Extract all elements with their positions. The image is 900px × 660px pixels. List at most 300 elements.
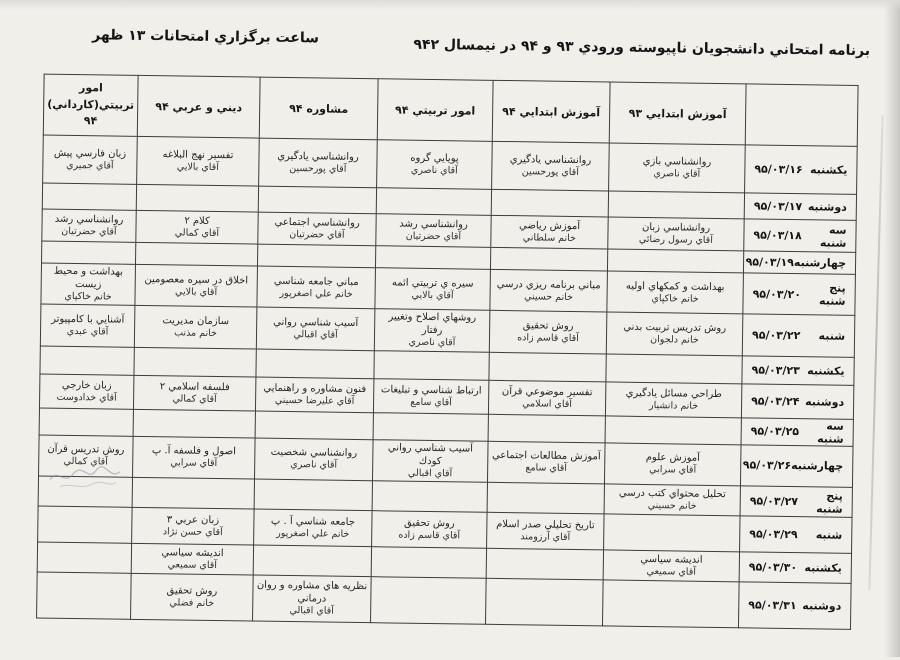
day-date-cell bbox=[741, 384, 853, 420]
exam-cell-omur94 bbox=[372, 439, 488, 482]
course-name: روانشناسي رشد bbox=[399, 218, 468, 231]
day-date-wrap bbox=[745, 199, 856, 214]
exam-cell-ebtedaii94 bbox=[487, 482, 604, 514]
teacher-name: آقاي سميعي bbox=[167, 559, 218, 571]
teacher-name: آقاي عبدي bbox=[66, 325, 109, 338]
day-date-wrap bbox=[742, 394, 853, 409]
exam-cell-moshavere94 bbox=[255, 377, 373, 413]
teacher-name: خانم علي اصغرپور bbox=[279, 287, 353, 300]
day-name: دوشنبه bbox=[805, 394, 845, 409]
teacher-name: آقاي رسول رضائي bbox=[638, 233, 713, 246]
teacher-name bbox=[256, 560, 369, 562]
exam-cell-dini94 bbox=[133, 409, 255, 438]
exam-cell-omur94 bbox=[372, 511, 487, 549]
teacher-name bbox=[260, 255, 373, 257]
course-name: بهداشت و محيط زيست bbox=[53, 265, 124, 291]
exam-date: ۹۵/۰۳/۱۶ bbox=[754, 162, 803, 177]
exam-cell-moshavere94 bbox=[254, 479, 372, 511]
exam-cell-ebtedaii93 bbox=[604, 514, 740, 552]
exam-cell-omur94 bbox=[374, 309, 490, 352]
exam-cell-kardani94 bbox=[37, 542, 131, 573]
exam-cell-kardani94 bbox=[39, 408, 133, 436]
teacher-name bbox=[138, 253, 255, 255]
course-name: روانشناسي بازي bbox=[642, 155, 712, 168]
teacher-name bbox=[259, 363, 372, 365]
teacher-name bbox=[139, 197, 256, 199]
exam-date: ۹۵/۰۳/۲۳ bbox=[751, 363, 800, 377]
course-name bbox=[608, 429, 739, 431]
course-name: روانشناسي اجتماعي bbox=[274, 216, 360, 229]
exam-time-note: ساعت برگزاري امتحانات ۱۳ ظهر bbox=[92, 27, 320, 47]
exam-cell-moshavere94 bbox=[257, 244, 375, 268]
teacher-name bbox=[494, 202, 606, 204]
exam-cell-kardani94 bbox=[43, 135, 138, 184]
exam-cell-ebtedaii94 bbox=[488, 414, 605, 443]
course-name: تفسير موضوعي قرآن bbox=[501, 385, 593, 398]
exam-cell-ebtedaii94 bbox=[492, 141, 610, 191]
header-moshavere94: مشاوره ۹۴ bbox=[259, 77, 378, 140]
teacher-name: خانم حسيني bbox=[647, 499, 697, 512]
course-name: جامعه شناسي آ . پ bbox=[270, 515, 355, 528]
teacher-name: آقاي اقبالي bbox=[407, 467, 453, 479]
teacher-name: آقاي سامع bbox=[410, 396, 452, 408]
day-date-cell bbox=[744, 193, 856, 221]
course-name bbox=[260, 255, 373, 257]
exam-cell-dini94 bbox=[133, 375, 255, 411]
schedule-body bbox=[37, 135, 858, 629]
exam-cell-ebtedaii94 bbox=[488, 380, 605, 416]
exam-cell-omur94 bbox=[375, 246, 490, 270]
exam-cell-omur94 bbox=[371, 577, 487, 625]
course-name bbox=[488, 601, 600, 603]
teacher-name: آقاي حسن نژاد bbox=[162, 526, 223, 538]
exam-cell-kardani94 bbox=[38, 506, 132, 543]
exam-cell-kardani94 bbox=[41, 263, 136, 306]
exam-cell-ebtedaii93 bbox=[608, 217, 744, 251]
exam-cell-omur94 bbox=[375, 268, 491, 311]
teacher-name: آقاي اسلامي bbox=[522, 397, 573, 410]
day-date-cell bbox=[745, 145, 858, 195]
teacher-name bbox=[605, 603, 736, 605]
teacher-name: خانم مذنب bbox=[174, 327, 218, 339]
day-name: شنبه bbox=[818, 329, 846, 343]
exam-cell-ebtedaii94 bbox=[487, 512, 604, 550]
exam-cell-ebtedaii93 bbox=[604, 484, 740, 516]
teacher-name bbox=[492, 366, 604, 368]
header-kardani94-line1: امور تربيتي(كارداني) bbox=[47, 81, 135, 112]
exam-cell-moshavere94 bbox=[255, 411, 373, 440]
day-date-cell bbox=[742, 314, 855, 357]
teacher-name: خانم خاكپاي bbox=[64, 290, 112, 303]
course-name bbox=[41, 491, 130, 492]
day-date-wrap bbox=[744, 222, 855, 250]
day-date-cell bbox=[740, 445, 853, 488]
teacher-name: خانم علي اصغرپور bbox=[276, 527, 350, 540]
exam-date: ۹۵/۰۳/۲۹ bbox=[749, 527, 798, 542]
course-name bbox=[43, 360, 132, 361]
exam-cell-dini94 bbox=[135, 242, 257, 266]
teacher-name: آقاي حضرتيان bbox=[289, 228, 345, 241]
teacher-name bbox=[261, 199, 374, 201]
exam-cell-ebtedaii94 bbox=[490, 247, 607, 271]
course-name bbox=[609, 368, 740, 370]
day-date-wrap bbox=[741, 459, 852, 474]
course-name: آسيب شناسي رواني bbox=[273, 316, 359, 329]
teacher-name bbox=[606, 532, 737, 534]
teacher-name: خانم دانشيار bbox=[648, 399, 699, 412]
course-name: روش تدريس تربيت بدني bbox=[623, 321, 727, 334]
exam-date: ۹۵/۰۳/۱۹ bbox=[745, 255, 795, 270]
course-name bbox=[377, 364, 487, 366]
exam-date: ۹۵/۰۳/۲۵ bbox=[750, 424, 800, 439]
teacher-name: آقاي بالايي bbox=[175, 285, 218, 298]
exam-cell-moshavere94 bbox=[256, 349, 374, 379]
exam-cell-dini94 bbox=[136, 210, 258, 244]
course-name bbox=[373, 600, 483, 602]
course-name: تحليل محتواي كتب درسي bbox=[618, 487, 726, 500]
course-name bbox=[45, 196, 134, 197]
day-date-cell bbox=[743, 251, 855, 275]
course-name bbox=[44, 252, 133, 253]
header-dini94: ديني و عربي ۹۴ bbox=[137, 75, 260, 138]
day-date-wrap bbox=[740, 527, 851, 542]
exam-cell-dini94 bbox=[135, 264, 258, 307]
teacher-name: آقاي حضرتيان bbox=[61, 225, 117, 238]
course-name: آشنايي با كامپيوتر bbox=[51, 313, 125, 326]
exam-cell-moshavere94 bbox=[253, 575, 372, 623]
course-name bbox=[379, 201, 489, 203]
day-date-wrap bbox=[743, 281, 854, 309]
header-omur94: امور تربيتي ۹۴ bbox=[377, 79, 493, 142]
teacher-name bbox=[44, 252, 133, 253]
course-name: روشهاي اصلاح وتغيير رفتار bbox=[388, 311, 477, 337]
teacher-name: آقاي سرابي bbox=[649, 464, 697, 476]
exam-cell-omur94 bbox=[376, 214, 491, 248]
exam-cell-omur94 bbox=[374, 350, 489, 380]
teacher-name: آقاي ناصري bbox=[410, 164, 458, 177]
teacher-name bbox=[40, 557, 129, 558]
course-name: اخلاق در سيره معصومين bbox=[144, 273, 249, 286]
course-name: پويايي گروه bbox=[410, 152, 459, 165]
exam-cell-omur94 bbox=[373, 378, 488, 414]
day-name: سه شنبه bbox=[817, 419, 844, 446]
teacher-name bbox=[379, 201, 489, 203]
day-name: دوشنبه bbox=[802, 599, 842, 613]
course-name: روش تحقيق bbox=[522, 320, 574, 332]
course-name: روش تحقيق bbox=[166, 585, 218, 597]
exam-date: ۹۵/۰۳/۲۴ bbox=[751, 394, 800, 408]
exam-cell-ebtedaii93 bbox=[607, 271, 744, 314]
teacher-name bbox=[137, 361, 254, 363]
teacher-name bbox=[375, 496, 485, 498]
course-name: روانشناسي شخصيت bbox=[270, 446, 358, 460]
day-date-wrap bbox=[740, 560, 851, 575]
course-name: روانشناسي يادگيري bbox=[277, 150, 359, 163]
exam-cell-ebtedaii93 bbox=[602, 580, 739, 628]
course-name bbox=[493, 258, 605, 260]
exam-cell-kardani94 bbox=[42, 209, 136, 242]
teacher-name bbox=[493, 258, 605, 260]
course-name: كلام ۲ bbox=[184, 215, 210, 227]
course-name: مباني برنامه ريزي درسي bbox=[496, 278, 601, 291]
course-name bbox=[611, 204, 742, 206]
course-name: نظريه هاي مشاوره و روان درماني bbox=[256, 579, 368, 605]
day-date-cell bbox=[740, 486, 852, 518]
day-date-wrap bbox=[739, 598, 850, 613]
teacher-name: آقاي پورحسين bbox=[521, 166, 579, 178]
exam-cell-omur94 bbox=[373, 412, 488, 441]
teacher-name: آقاي ناصري bbox=[653, 167, 701, 180]
course-name: اصول و فلسفه آ. پ bbox=[151, 445, 236, 458]
teacher-name: آقاي آرزومند bbox=[520, 531, 571, 543]
exam-cell-omur94 bbox=[371, 547, 486, 579]
exam-cell-ebtedaii93 bbox=[607, 249, 743, 273]
teacher-name: آقاي سميعي bbox=[646, 565, 696, 578]
course-name bbox=[491, 428, 603, 430]
course-name: فلسفه اسلامي ۲ bbox=[159, 380, 230, 393]
header-ebtedaii94: آموزش ابتدايي ۹۴ bbox=[492, 80, 610, 143]
teacher-name bbox=[39, 595, 128, 596]
course-name: تاريخ تحليلي صدر اسلام bbox=[496, 518, 595, 532]
course-name bbox=[40, 557, 129, 558]
teacher-name bbox=[43, 360, 132, 361]
teacher-name: آقاي بالايي bbox=[411, 289, 454, 301]
course-name: روانشناسي زبان bbox=[641, 221, 711, 234]
course-name bbox=[135, 492, 252, 494]
day-date-wrap bbox=[741, 488, 852, 516]
exam-cell-dini94 bbox=[132, 477, 254, 509]
exam-cell-kardani94 bbox=[39, 374, 133, 409]
course-name: زبان فارسي پيش bbox=[53, 147, 127, 160]
teacher-name bbox=[40, 524, 129, 525]
course-name: انديشه سياسي bbox=[161, 547, 224, 559]
exam-cell-ebtedaii93 bbox=[605, 416, 741, 445]
header-row bbox=[43, 74, 858, 146]
exam-cell-moshavere94 bbox=[258, 212, 376, 246]
course-name bbox=[257, 494, 370, 496]
header-kardani94 bbox=[43, 74, 138, 136]
header-kardani94-line2: ۹۴ bbox=[83, 114, 98, 128]
teacher-name: آقاي پورحسين bbox=[289, 162, 347, 175]
course-name: روش تدريس قرآن bbox=[47, 443, 125, 456]
day-name: چهارشنبه bbox=[791, 459, 844, 474]
teacher-name: آقاي ناصري bbox=[290, 459, 338, 471]
day-date-cell bbox=[741, 418, 853, 447]
exam-cell-dini94 bbox=[134, 306, 257, 349]
day-date-wrap bbox=[744, 255, 855, 270]
exam-date: ۹۵/۰۳/۳۰ bbox=[748, 560, 798, 575]
course-name: تفسير نهج البلاغه bbox=[162, 149, 234, 162]
exam-cell-kardani94 bbox=[40, 346, 134, 375]
exam-cell-ebtedaii94 bbox=[486, 548, 603, 580]
exam-cell-omur94 bbox=[377, 140, 493, 190]
exam-cell-ebtedaii94 bbox=[486, 578, 604, 626]
course-name bbox=[256, 560, 369, 562]
course-name bbox=[258, 424, 371, 426]
exam-cell-moshavere94 bbox=[255, 438, 374, 481]
exam-cell-ebtedaii93 bbox=[609, 143, 746, 193]
exam-cell-moshavere94 bbox=[253, 545, 371, 577]
teacher-name bbox=[488, 601, 600, 603]
day-name: پنج شنبه bbox=[818, 281, 846, 308]
course-name: فنون مشاوره و راهنمايي bbox=[263, 382, 367, 395]
day-date-cell bbox=[739, 552, 851, 584]
day-date-cell bbox=[743, 273, 856, 316]
teacher-name: آقاي حضرتيان bbox=[405, 230, 462, 243]
day-date-wrap bbox=[745, 162, 856, 177]
exam-cell-ebtedaii93 bbox=[606, 312, 743, 355]
day-name: يكشنبه bbox=[807, 363, 845, 378]
exam-cell-dini94 bbox=[131, 573, 254, 621]
exam-date: ۹۵/۰۳/۲۲ bbox=[751, 328, 801, 343]
course-name: زبان عربي ۳ bbox=[166, 514, 220, 526]
exam-date: ۹۵/۰۳/۱۸ bbox=[753, 228, 802, 243]
day-name: دوشنبه bbox=[807, 200, 847, 214]
teacher-name bbox=[376, 426, 486, 428]
teacher-name: آقاي اقبالي bbox=[289, 605, 334, 618]
teacher-name: آقاي بالايي bbox=[176, 161, 219, 173]
course-name bbox=[259, 363, 372, 365]
course-name: زبان خارجي bbox=[61, 379, 112, 392]
teacher-name bbox=[378, 257, 488, 259]
teacher-name bbox=[490, 497, 602, 499]
course-name: آموزش رياضي bbox=[518, 220, 581, 232]
course-name bbox=[374, 562, 484, 564]
course-name bbox=[375, 496, 485, 498]
exam-cell-ebtedaii93 bbox=[606, 354, 742, 384]
course-name bbox=[610, 260, 741, 262]
course-name bbox=[138, 253, 255, 255]
teacher-name: آقاي سرابي bbox=[170, 457, 218, 470]
exam-cell-ebtedaii94 bbox=[491, 189, 608, 217]
teacher-name: خانم حسيني bbox=[524, 290, 574, 303]
course-name: آموزش علوم bbox=[645, 452, 700, 464]
exam-cell-moshavere94 bbox=[254, 509, 372, 547]
teacher-name bbox=[373, 600, 483, 602]
exam-cell-moshavere94 bbox=[257, 266, 376, 309]
teacher-name bbox=[608, 429, 739, 431]
day-date-cell bbox=[744, 219, 856, 253]
teacher-name: آقاي سامع bbox=[525, 462, 568, 475]
teacher-name: آقاي خدادوست bbox=[56, 391, 117, 404]
exam-cell-kardani94 bbox=[37, 572, 132, 619]
day-name: سه شنبه bbox=[819, 223, 847, 250]
teacher-name: آقاي قاسم زاده bbox=[398, 529, 461, 542]
course-name: روش تحقيق bbox=[403, 517, 455, 530]
teacher-name: آقاي كمالي bbox=[174, 227, 220, 239]
day-name: پنج شنبه bbox=[816, 489, 843, 516]
teacher-name: آقاي كمالي bbox=[63, 456, 108, 468]
exam-cell-ebtedaii93 bbox=[604, 443, 741, 486]
day-date-wrap bbox=[742, 363, 853, 378]
exam-cell-dini94 bbox=[137, 136, 260, 186]
exam-cell-ebtedaii94 bbox=[489, 352, 606, 382]
exam-cell-moshavere94 bbox=[259, 138, 378, 188]
teacher-name: آقاي كمالي bbox=[172, 392, 217, 405]
course-name bbox=[39, 595, 128, 596]
course-name: سيره ي تربيتي ائمه bbox=[391, 276, 474, 290]
teacher-name: آقاي اقبالي bbox=[293, 328, 338, 341]
exam-cell-dini94 bbox=[133, 436, 256, 479]
exam-cell-dini94 bbox=[132, 507, 254, 545]
course-name: مباني جامعه شناسي bbox=[273, 275, 359, 288]
day-name: يكشنبه bbox=[809, 163, 848, 177]
exam-cell-moshavere94 bbox=[256, 307, 375, 350]
exam-cell-kardani94 bbox=[42, 183, 136, 210]
exam-date: ۹۵/۰۳/۲۷ bbox=[749, 494, 799, 509]
day-name: شنبه bbox=[815, 528, 843, 542]
teacher-name bbox=[135, 492, 252, 494]
course-name: روانشناسي يادگيري bbox=[509, 153, 592, 167]
teacher-name bbox=[136, 423, 253, 425]
exam-cell-ebtedaii94 bbox=[490, 269, 608, 312]
exam-cell-kardani94 bbox=[42, 241, 136, 264]
teacher-name bbox=[45, 196, 134, 197]
teacher-name bbox=[610, 260, 741, 262]
exam-schedule-table bbox=[36, 74, 859, 630]
teacher-name: آقاي قاسم زاده bbox=[517, 332, 579, 344]
course-name bbox=[489, 563, 601, 565]
course-name: طراحي مسائل يادگيري bbox=[625, 387, 722, 400]
day-date-cell bbox=[738, 582, 851, 630]
exam-date: ۹۵/۰۳/۱۷ bbox=[753, 199, 803, 214]
exam-cell-ebtedaii93 bbox=[603, 550, 739, 582]
teacher-name bbox=[491, 428, 603, 430]
exam-cell-ebtedaii94 bbox=[489, 311, 607, 354]
teacher-name bbox=[374, 562, 484, 564]
exam-cell-ebtedaii93 bbox=[608, 191, 744, 219]
exam-cell-ebtedaii94 bbox=[491, 215, 608, 249]
teacher-name: آقاي جميري bbox=[66, 159, 114, 172]
course-name bbox=[137, 361, 254, 363]
teacher-name bbox=[611, 204, 742, 206]
teacher-name bbox=[609, 368, 740, 370]
course-name bbox=[378, 257, 488, 259]
course-name: ارتباط شناسي و تبليغات bbox=[380, 383, 482, 397]
exam-cell-kardani94 bbox=[40, 304, 135, 347]
teacher-name bbox=[489, 563, 601, 565]
course-name: سازمان مديريت bbox=[162, 315, 230, 328]
day-date-cell bbox=[740, 516, 852, 554]
exam-cell-ebtedaii93 bbox=[605, 382, 741, 418]
exam-cell-dini94 bbox=[136, 184, 258, 212]
day-date-wrap bbox=[742, 418, 853, 446]
course-name: بهداشت و كمكهاي اوليه bbox=[625, 280, 725, 293]
course-name bbox=[605, 603, 736, 605]
exam-cell-kardani94 bbox=[38, 476, 132, 507]
course-name: روانشناسي رشد bbox=[54, 213, 124, 226]
teacher-name: خانم فضلي bbox=[169, 597, 215, 609]
day-name: چهارشنبه bbox=[793, 256, 847, 270]
day-date-wrap bbox=[743, 328, 854, 343]
teacher-name: خانم دلجوان bbox=[650, 333, 699, 346]
exam-cell-kardani94 bbox=[39, 435, 134, 478]
exam-date: ۹۵/۰۳/۲۰ bbox=[752, 287, 802, 301]
course-name bbox=[492, 366, 604, 368]
course-name bbox=[139, 197, 256, 199]
exam-cell-ebtedaii94 bbox=[487, 441, 605, 484]
table-header bbox=[43, 74, 858, 146]
teacher-name bbox=[258, 424, 371, 426]
course-name bbox=[42, 421, 131, 422]
teacher-name: خانم سلطاني bbox=[522, 232, 577, 244]
day-date-cell bbox=[742, 356, 854, 386]
teacher-name bbox=[42, 421, 131, 422]
teacher-name bbox=[41, 491, 130, 492]
course-name bbox=[606, 532, 737, 534]
teacher-name: آقاي عليرضا حسيني bbox=[274, 394, 355, 407]
header-ebtedaii93: آموزش ابتدايي ۹۳ bbox=[609, 82, 746, 145]
